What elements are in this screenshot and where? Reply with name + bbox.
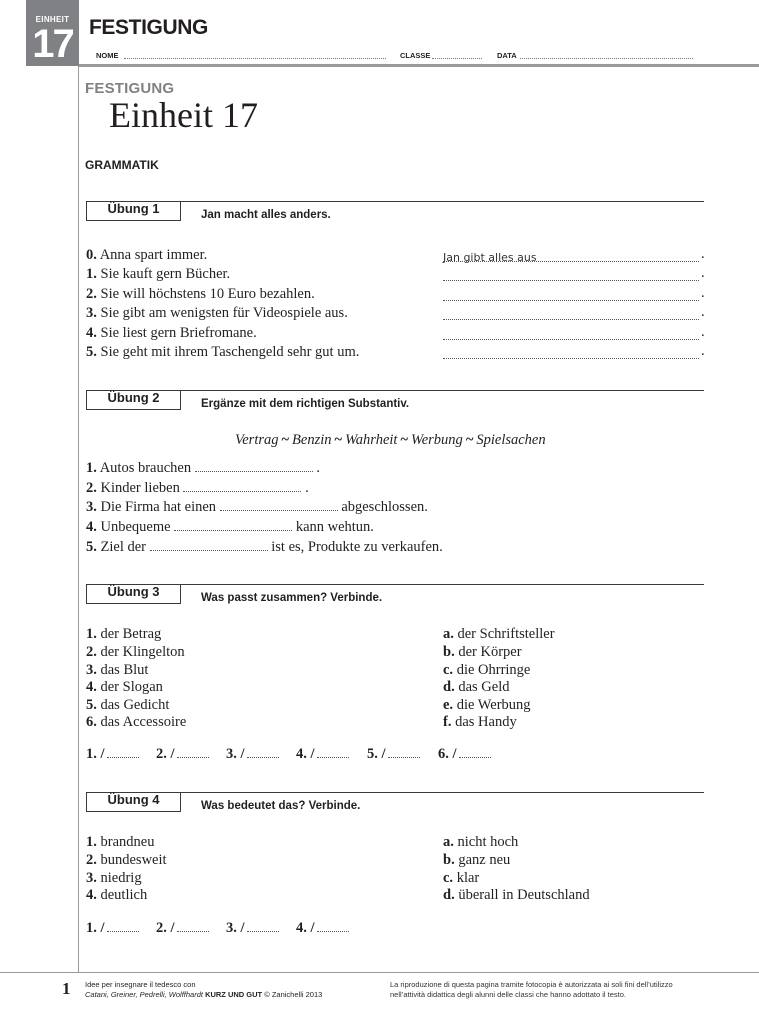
match-answer-field[interactable] bbox=[107, 920, 139, 932]
gap-field[interactable] bbox=[174, 518, 292, 531]
date-label: DATA bbox=[497, 51, 517, 60]
period: . bbox=[701, 265, 705, 281]
footer-copyright: © Zanichelli 2013 bbox=[264, 990, 323, 999]
header-title: FESTIGUNG bbox=[89, 16, 208, 39]
item-number: 5. bbox=[86, 344, 97, 360]
exercise-3-right-item bbox=[443, 625, 555, 643]
match-answer-field[interactable] bbox=[388, 746, 420, 758]
footer-license bbox=[390, 980, 673, 1000]
date-field[interactable] bbox=[520, 58, 693, 59]
item-text: das Geld bbox=[458, 679, 510, 695]
exercise-4-right-item bbox=[443, 851, 510, 869]
exercise-3-right-item bbox=[443, 661, 530, 679]
item-text: das Gedicht bbox=[100, 697, 170, 713]
exercise-4-right-item bbox=[443, 833, 518, 851]
exercise-2-tab: Übung 2 bbox=[86, 390, 181, 410]
item-number: 2. bbox=[86, 480, 97, 496]
footer-book-title: KURZ UND GUT bbox=[205, 990, 263, 999]
exercise-4-left-item bbox=[86, 851, 167, 869]
item-text: Autos brauchen bbox=[99, 460, 192, 476]
answer-field[interactable] bbox=[443, 287, 699, 301]
gap-field[interactable] bbox=[183, 479, 301, 492]
match-answer bbox=[226, 920, 296, 937]
item-text: klar bbox=[456, 870, 480, 886]
item-text: das Handy bbox=[455, 714, 517, 730]
item-text: überall in Deutschland bbox=[458, 887, 590, 903]
item-text: . bbox=[305, 480, 309, 496]
word-bank bbox=[235, 432, 546, 449]
period: . bbox=[701, 285, 705, 301]
match-answer bbox=[296, 920, 367, 937]
answer-field[interactable] bbox=[443, 306, 699, 320]
item-text: der Slogan bbox=[100, 679, 163, 695]
exercise-4-right-item bbox=[443, 886, 590, 904]
item-text: das Accessoire bbox=[100, 714, 187, 730]
item-number: 4. bbox=[86, 519, 97, 535]
page-title: Einheit 17 bbox=[109, 95, 258, 135]
item-letter: c. bbox=[443, 870, 454, 886]
class-label: CLASSE bbox=[400, 51, 431, 60]
item-letter: e. bbox=[443, 697, 454, 713]
exercise-3-answer-row bbox=[86, 746, 508, 763]
item-text: das Blut bbox=[100, 662, 149, 678]
name-label: NOME bbox=[96, 51, 119, 60]
match-answer-label: 1. / bbox=[86, 920, 105, 936]
item-text: . bbox=[316, 460, 320, 476]
exercise-4-left-item bbox=[86, 886, 147, 904]
left-margin-divider bbox=[78, 66, 79, 972]
word-bank-item: Werbung bbox=[410, 432, 463, 448]
answer-field[interactable] bbox=[443, 267, 699, 281]
item-number: 3. bbox=[86, 499, 97, 515]
word-separator: ~ bbox=[334, 432, 343, 448]
item-text: der Körper bbox=[458, 644, 522, 660]
match-answer-label: 2. / bbox=[156, 746, 175, 762]
exercise-3-right-item bbox=[443, 696, 531, 714]
item-letter: d. bbox=[443, 887, 455, 903]
period: . bbox=[701, 343, 705, 359]
gap-field[interactable] bbox=[195, 459, 313, 472]
match-answer-label: 6. / bbox=[438, 746, 457, 762]
exercise-4-left-item bbox=[86, 869, 142, 887]
footer-credits-line bbox=[85, 990, 322, 1000]
page-number: 1 bbox=[62, 979, 71, 998]
match-answer-label: 1. / bbox=[86, 746, 105, 762]
exercise-1-item bbox=[86, 285, 315, 303]
exercise-3-right-item bbox=[443, 643, 522, 661]
exercise-4-right-item bbox=[443, 869, 479, 887]
item-number: 5. bbox=[86, 697, 97, 713]
item-text: abgeschlossen. bbox=[341, 499, 428, 515]
header-divider bbox=[79, 64, 759, 67]
item-letter: b. bbox=[443, 852, 455, 868]
exercise-1-item bbox=[86, 343, 359, 361]
match-answer-field[interactable] bbox=[317, 746, 349, 758]
exercise-3-tab: Übung 3 bbox=[86, 584, 181, 604]
section-heading: GRAMMATIK bbox=[85, 158, 159, 172]
item-number: 1. bbox=[86, 266, 97, 282]
item-letter: b. bbox=[443, 644, 455, 660]
item-number: 4. bbox=[86, 325, 97, 341]
match-answer-field[interactable] bbox=[247, 746, 279, 758]
exercise-1-item bbox=[86, 265, 230, 283]
item-text: der Schriftsteller bbox=[457, 626, 555, 642]
item-text: bundesweit bbox=[100, 852, 167, 868]
item-number: 6. bbox=[86, 714, 97, 730]
item-text: Kinder lieben bbox=[100, 480, 180, 496]
footer-license-line: nell’attività didattica degli alunni delle classi che hanno adottato il testo. bbox=[390, 990, 626, 999]
exercise-2-item bbox=[86, 498, 428, 516]
item-text: Sie liest gern Briefromane. bbox=[100, 325, 257, 341]
item-text: nicht hoch bbox=[457, 834, 519, 850]
item-text: ganz neu bbox=[458, 852, 511, 868]
match-answer-field[interactable] bbox=[459, 746, 491, 758]
unit-label: EINHEIT bbox=[35, 15, 70, 24]
item-letter: d. bbox=[443, 679, 455, 695]
word-bank-item: Benzin bbox=[292, 432, 332, 448]
item-text: brandneu bbox=[100, 834, 155, 850]
footer-license-line: La riproduzione di questa pagina tramite fotocopia è autorizzata ai soli fini dell’utilizzo bbox=[390, 980, 673, 989]
period: . bbox=[701, 304, 705, 320]
name-field[interactable] bbox=[124, 58, 386, 59]
footer-credits bbox=[85, 980, 322, 1000]
item-number: 5. bbox=[86, 539, 97, 555]
word-separator: ~ bbox=[281, 432, 290, 448]
exercise-4-instruction: Was bedeutet das? Verbinde. bbox=[201, 800, 361, 812]
item-number: 2. bbox=[86, 286, 97, 302]
item-text: die Ohrringe bbox=[456, 662, 531, 678]
match-answer bbox=[156, 746, 226, 763]
word-separator: ~ bbox=[400, 432, 408, 448]
exercise-3-left-item bbox=[86, 661, 148, 679]
item-text: ist es, Produkte zu verkaufen. bbox=[271, 539, 443, 555]
exercise-2-item bbox=[86, 459, 320, 477]
exercise-3-right-item bbox=[443, 678, 509, 696]
footer-divider bbox=[0, 972, 759, 973]
item-number: 4. bbox=[86, 887, 97, 903]
match-answer bbox=[86, 920, 156, 937]
match-answer bbox=[86, 746, 156, 763]
item-text: Unbequeme bbox=[100, 519, 171, 535]
item-text: Sie will höchstens 10 Euro bezahlen. bbox=[100, 286, 315, 302]
gap-field[interactable] bbox=[220, 498, 338, 511]
exercise-4-answer-row bbox=[86, 920, 367, 937]
example-answer: Jan gibt alles aus bbox=[443, 251, 537, 264]
item-text: niedrig bbox=[100, 870, 142, 886]
word-bank-item: Wahrheit bbox=[345, 432, 398, 448]
match-answer-field[interactable] bbox=[177, 920, 209, 932]
item-number: 2. bbox=[86, 644, 97, 660]
match-answer-field[interactable] bbox=[177, 746, 209, 758]
exercise-3-left-item bbox=[86, 696, 169, 714]
answer-field[interactable] bbox=[443, 345, 699, 359]
item-number: 1. bbox=[86, 626, 97, 642]
period: . bbox=[701, 324, 705, 340]
match-answer bbox=[296, 746, 367, 763]
exercise-2-item bbox=[86, 479, 309, 497]
exercise-2-instruction: Ergänze mit dem richtigen Substantiv. bbox=[201, 398, 410, 410]
footer-authors: Catani, Greiner, Pedrelli, Wolffhardt bbox=[85, 990, 203, 999]
word-bank-item: Spielsachen bbox=[476, 432, 546, 448]
item-number: 0. bbox=[86, 247, 97, 263]
item-text: die Werbung bbox=[456, 697, 531, 713]
item-text: Sie gibt am wenigsten für Videospiele aus. bbox=[100, 305, 348, 321]
word-bank-item: Vertrag bbox=[235, 432, 279, 448]
period: . bbox=[701, 246, 705, 262]
title-kicker: FESTIGUNG bbox=[85, 80, 175, 97]
match-answer bbox=[226, 746, 296, 763]
match-answer-field[interactable] bbox=[317, 920, 349, 932]
match-answer-field[interactable] bbox=[107, 746, 139, 758]
match-answer-label: 4. / bbox=[296, 920, 315, 936]
item-number: 3. bbox=[86, 305, 97, 321]
exercise-1-item bbox=[86, 246, 207, 264]
exercise-1-item bbox=[86, 304, 348, 322]
exercise-1-tab: Übung 1 bbox=[86, 201, 181, 221]
item-text: kann wehtun. bbox=[295, 519, 374, 535]
item-text: Anna spart immer. bbox=[99, 247, 208, 263]
match-answer bbox=[438, 746, 508, 763]
exercise-2-item bbox=[86, 518, 374, 536]
exercise-4-tab: Übung 4 bbox=[86, 792, 181, 812]
item-number: 3. bbox=[86, 870, 97, 886]
item-number: 1. bbox=[86, 460, 97, 476]
item-text: Sie geht mit ihrem Taschengeld sehr gut um. bbox=[100, 344, 360, 360]
match-answer bbox=[367, 746, 438, 763]
item-text: deutlich bbox=[100, 887, 148, 903]
match-answer-label: 3. / bbox=[226, 746, 245, 762]
exercise-3-left-item bbox=[86, 643, 185, 661]
item-number: 4. bbox=[86, 679, 97, 695]
exercise-3-instruction: Was passt zusammen? Verbinde. bbox=[201, 592, 383, 604]
item-letter: a. bbox=[443, 626, 454, 642]
match-answer-label: 3. / bbox=[226, 920, 245, 936]
item-letter: a. bbox=[443, 834, 454, 850]
item-letter: f. bbox=[443, 714, 452, 730]
item-text: Ziel der bbox=[100, 539, 146, 555]
item-letter: c. bbox=[443, 662, 454, 678]
footer-credits-line: Idee per insegnare il tedesco con bbox=[85, 980, 196, 989]
unit-number: 17 bbox=[32, 22, 73, 66]
item-number: 1. bbox=[86, 834, 97, 850]
match-answer-label: 2. / bbox=[156, 920, 175, 936]
item-text: Die Firma hat einen bbox=[100, 499, 217, 515]
exercise-3-left-item bbox=[86, 678, 163, 696]
exercise-1-item bbox=[86, 324, 257, 342]
match-answer-label: 5. / bbox=[367, 746, 386, 762]
item-number: 3. bbox=[86, 662, 97, 678]
exercise-3-left-item bbox=[86, 713, 186, 731]
exercise-2-item bbox=[86, 538, 443, 556]
exercise-4-left-item bbox=[86, 833, 154, 851]
match-answer-field[interactable] bbox=[247, 920, 279, 932]
item-number: 2. bbox=[86, 852, 97, 868]
exercise-1-instruction: Jan macht alles anders. bbox=[201, 209, 331, 221]
gap-field[interactable] bbox=[150, 538, 268, 551]
answer-field[interactable] bbox=[443, 248, 699, 262]
match-answer bbox=[156, 920, 226, 937]
exercise-3-left-item bbox=[86, 625, 161, 643]
answer-field[interactable] bbox=[443, 326, 699, 340]
item-text: Sie kauft gern Bücher. bbox=[100, 266, 231, 282]
match-answer-label: 4. / bbox=[296, 746, 315, 762]
exercise-3-right-item bbox=[443, 713, 517, 731]
item-text: der Betrag bbox=[100, 626, 162, 642]
unit-badge bbox=[26, 0, 79, 66]
class-field[interactable] bbox=[432, 58, 482, 59]
word-separator: ~ bbox=[465, 432, 474, 448]
item-text: der Klingelton bbox=[100, 644, 185, 660]
